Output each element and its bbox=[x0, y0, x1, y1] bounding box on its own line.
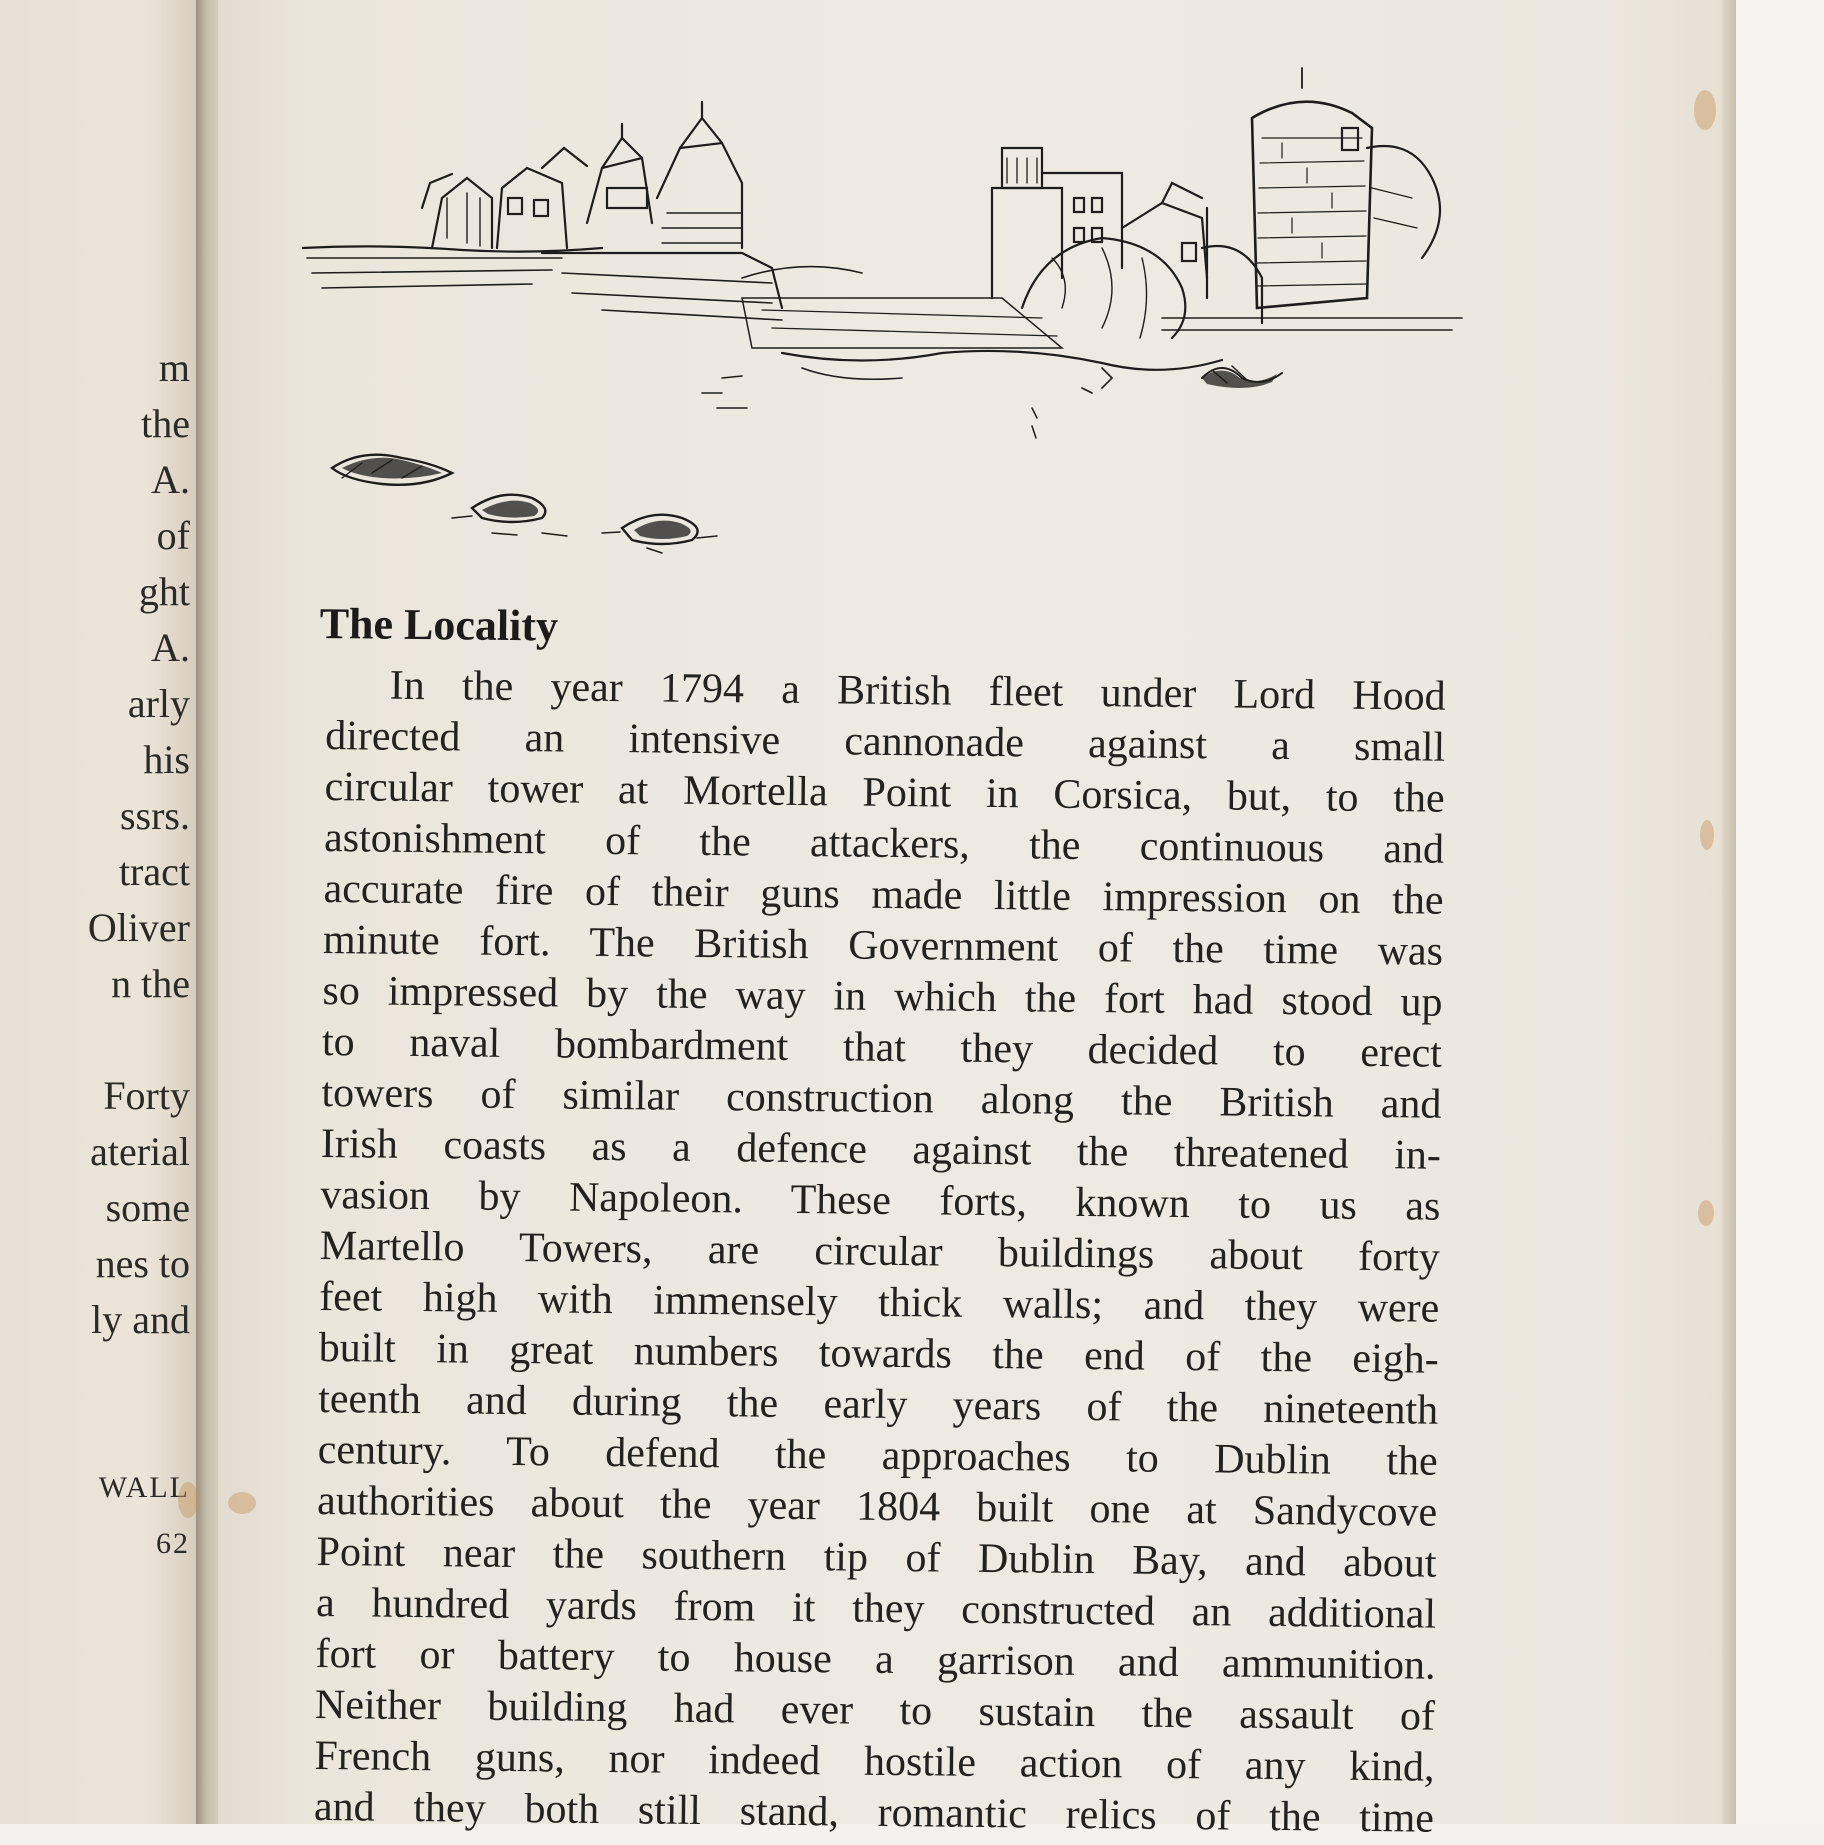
body-paragraph bbox=[314, 660, 1446, 1845]
text-line: fort or battery to house a garrison and ammunition. bbox=[315, 1630, 1436, 1689]
left-fragment: tract bbox=[118, 849, 190, 894]
left-caption-line: WALL bbox=[98, 1471, 190, 1504]
left-fragment: n the bbox=[111, 961, 190, 1006]
left-fragment: his bbox=[143, 737, 190, 782]
left-fragment: ght bbox=[138, 569, 190, 614]
text-line: circular tower at Mortella Point in Corsica, but, to the bbox=[324, 763, 1445, 822]
text-line: minute fort. The British Government of the time was bbox=[322, 916, 1444, 975]
left-fragment: Forty bbox=[103, 1073, 190, 1118]
text-line: directed an intensive cannonade against a small bbox=[324, 712, 1446, 771]
left-fragment: ly and bbox=[91, 1297, 190, 1342]
left-fragment: arly bbox=[127, 681, 190, 726]
text-line: Neither building had ever to sustain the assault of bbox=[314, 1681, 1436, 1740]
text-line: so impressed by the way in which the fort had stood up bbox=[322, 967, 1443, 1026]
left-page bbox=[0, 0, 210, 1824]
text-line: teenth and during the early years of the nineteenth bbox=[318, 1375, 1439, 1434]
left-fragment: of bbox=[156, 513, 190, 558]
foxing-stain bbox=[1700, 820, 1714, 850]
page-edge bbox=[1722, 0, 1736, 1824]
text-line: accurate fire of their guns made little impression on the bbox=[323, 865, 1444, 924]
foxing-stain bbox=[1694, 90, 1716, 130]
text-line: Point near the southern tip of Dublin Bay, and about bbox=[316, 1528, 1437, 1587]
text-line: Martello Towers, are circular buildings about forty bbox=[319, 1222, 1441, 1281]
text-line: towers of similar construction along the British and bbox=[321, 1069, 1442, 1128]
foxing-stain bbox=[228, 1492, 256, 1514]
left-fragment: Oliver bbox=[87, 905, 190, 950]
coastal-martello-tower-sketch-icon bbox=[302, 48, 1482, 568]
left-fragment: A. bbox=[151, 625, 190, 670]
text-line: French guns, nor indeed hostile action of any kind, bbox=[314, 1732, 1435, 1791]
text-line: Irish coasts as a defence against the threatened in- bbox=[320, 1120, 1442, 1179]
foxing-stain bbox=[1698, 1200, 1714, 1226]
left-fragment-gap bbox=[0, 1348, 190, 1404]
left-fragment: some bbox=[105, 1185, 190, 1230]
foxing-stain bbox=[178, 1482, 198, 1518]
text-line: a hundred yards from it they constructed an additional bbox=[315, 1579, 1437, 1638]
left-fragment: ssrs. bbox=[119, 793, 190, 838]
text-line: vasion by Napoleon. These forts, known to us as bbox=[320, 1171, 1441, 1230]
section-heading: The Locality bbox=[319, 598, 559, 651]
text-line: built in great numbers towards the end of the eigh- bbox=[318, 1324, 1439, 1383]
text-line: to naval bombardment that they decided to erect bbox=[321, 1018, 1443, 1077]
left-fragment: m bbox=[158, 345, 190, 390]
text-line: feet high with immensely thick walls; and they were bbox=[319, 1273, 1440, 1332]
text-line: In the year 1794 a British fleet under Lord Hood bbox=[389, 662, 1446, 720]
left-fragment: nes to bbox=[95, 1241, 190, 1286]
left-fragment: aterial bbox=[90, 1129, 190, 1174]
left-page-text-fragments bbox=[0, 340, 190, 1572]
left-fragment: A. bbox=[151, 457, 190, 502]
left-fragment-gap bbox=[0, 1012, 190, 1068]
text-line: authorities about the year 1804 built one at Sandycove bbox=[316, 1477, 1438, 1536]
left-caption-line: 62 bbox=[156, 1527, 190, 1560]
text-line: astonishment of the attackers, the continuous and bbox=[323, 814, 1445, 873]
text-line: century. To defend the approaches to Dublin the bbox=[317, 1426, 1438, 1485]
text-line: and they both still stand, romantic relics of the time bbox=[313, 1783, 1435, 1842]
left-fragment: the bbox=[141, 401, 190, 446]
left-fragment-gap bbox=[0, 1404, 190, 1460]
